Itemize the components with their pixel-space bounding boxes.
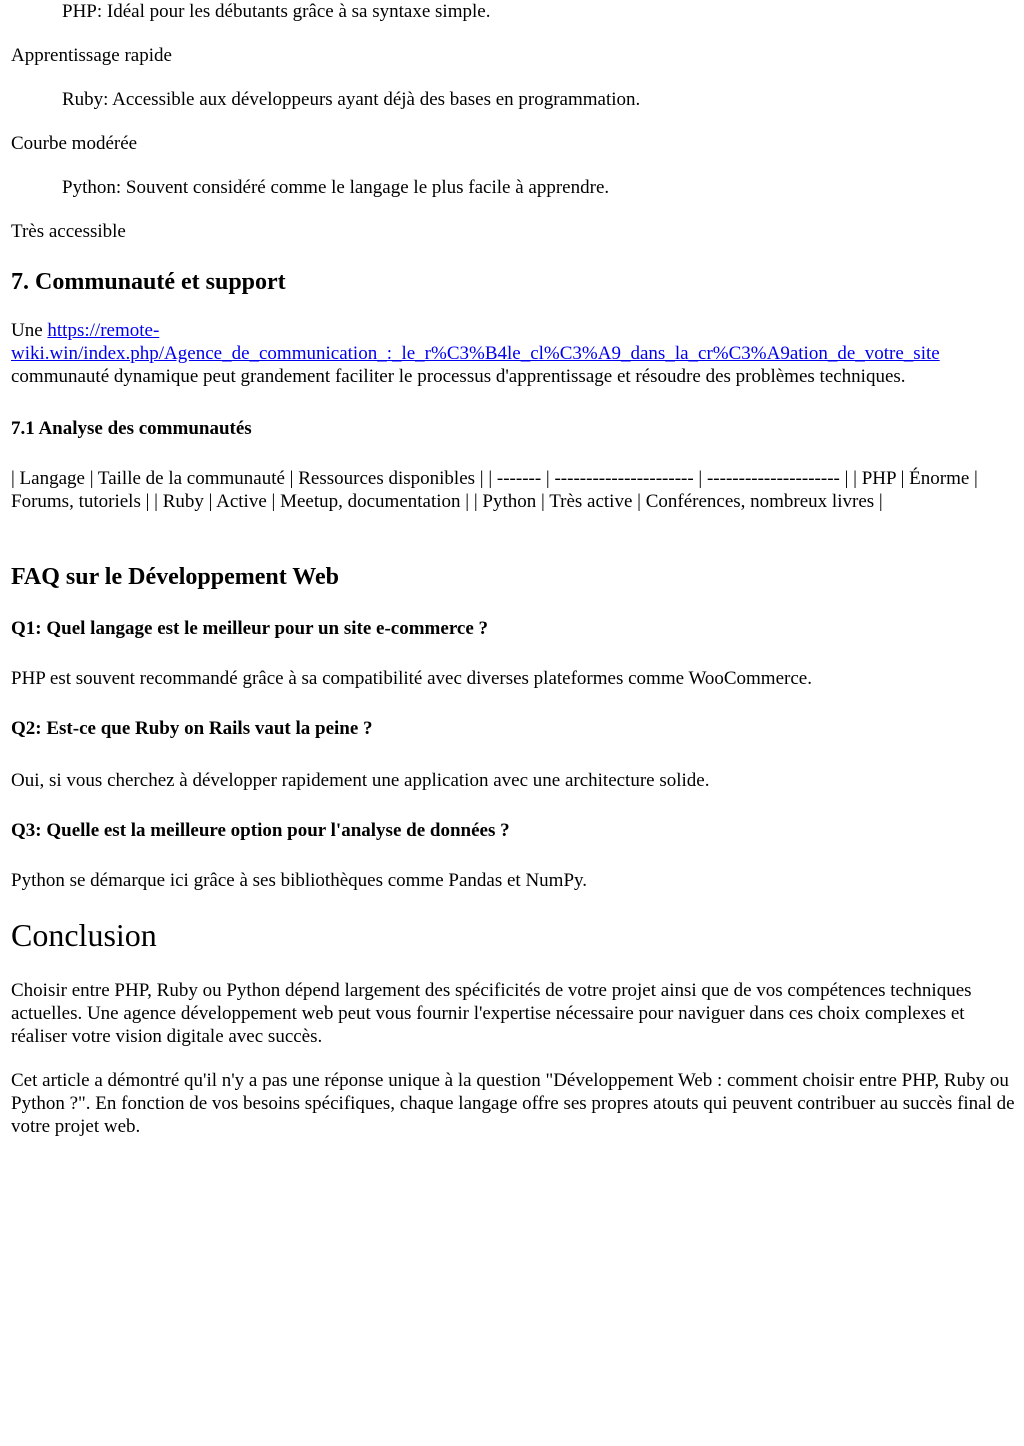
learning-label-python: Très accessible bbox=[11, 221, 126, 242]
faq-question-2: Q2: Est-ce que Ruby on Rails vaut la peine ? bbox=[11, 718, 373, 739]
learning-item-python: Python: Souvent considéré comme le langage le plus facile à apprendre. bbox=[62, 177, 610, 198]
learning-item-ruby: Ruby: Accessible aux développeurs ayant déjà des bases en programmation. bbox=[62, 89, 641, 110]
faq-question-3: Q3: Quelle est la meilleure option pour l'analyse de données ? bbox=[11, 820, 510, 841]
community-heading: 7. Communauté et support bbox=[11, 269, 286, 295]
faq-answer-2: Oui, si vous cherchez à développer rapidement une application avec une architecture solide. bbox=[11, 770, 710, 791]
community-link-part1[interactable]: https://remote- bbox=[47, 320, 160, 341]
faq-answer-1: PHP est souvent recommandé grâce à sa compatibilité avec diverses plateformes comme WooCommerce. bbox=[11, 668, 812, 689]
learning-item-php: PHP: Idéal pour les débutants grâce à sa syntaxe simple. bbox=[62, 1, 491, 22]
community-table-text: | Langage | Taille de la communauté | Ressources disponibles | | ------- | ---------------------- | --------------------- | | PHP | Énorme | Forums, tutoriels | | Ruby | Active | Meetup, documentation | | Python | Très active | Conférences, nombreux livres | bbox=[11, 468, 978, 512]
learning-label-php: Apprentissage rapide bbox=[11, 45, 172, 66]
learning-label-ruby: Courbe modérée bbox=[11, 133, 138, 154]
community-intro-line1 bbox=[11, 319, 940, 342]
community-analysis-heading: 7.1 Analyse des communautés bbox=[11, 418, 252, 439]
community-intro-line2 bbox=[11, 342, 940, 365]
community-link-part2[interactable]: wiki.win/index.php/Agence_de_communication_:_le_r%C3%B4le_cl%C3%A9_dans_la_cr%C3%A9ation_de_votre_site bbox=[11, 343, 940, 364]
conclusion-heading: Conclusion bbox=[11, 917, 157, 953]
faq-heading: FAQ sur le Développement Web bbox=[11, 564, 339, 590]
faq-question-1: Q1: Quel langage est le meilleur pour un site e-commerce ? bbox=[11, 618, 489, 639]
community-intro-rest: communauté dynamique peut grandement faciliter le processus d'apprentissage et résoudre des problèmes techniques. bbox=[11, 366, 906, 387]
community-intro-prefix: Une bbox=[11, 320, 43, 341]
conclusion-paragraph-1: Choisir entre PHP, Ruby ou Python dépend largement des spécificités de votre projet ainsi que de vos compétences techniques actuelles. Une agence développement web peut vous fournir l'expertise nécessaire pour naviguer dans ces choix complexes et réaliser votre vision digitale avec succès. bbox=[11, 980, 972, 1047]
conclusion-paragraph-2: Cet article a démontré qu'il n'y a pas une réponse unique à la question "Développement Web : comment choisir entre PHP, Ruby ou Python ?". En fonction de vos besoins spécifiques, chaque langage offre ses propres atouts qui peuvent contribuer au succès final de votre projet web. bbox=[11, 1070, 1015, 1137]
community-intro bbox=[11, 319, 940, 388]
faq-answer-3: Python se démarque ici grâce à ses bibliothèques comme Pandas et NumPy. bbox=[11, 870, 588, 891]
